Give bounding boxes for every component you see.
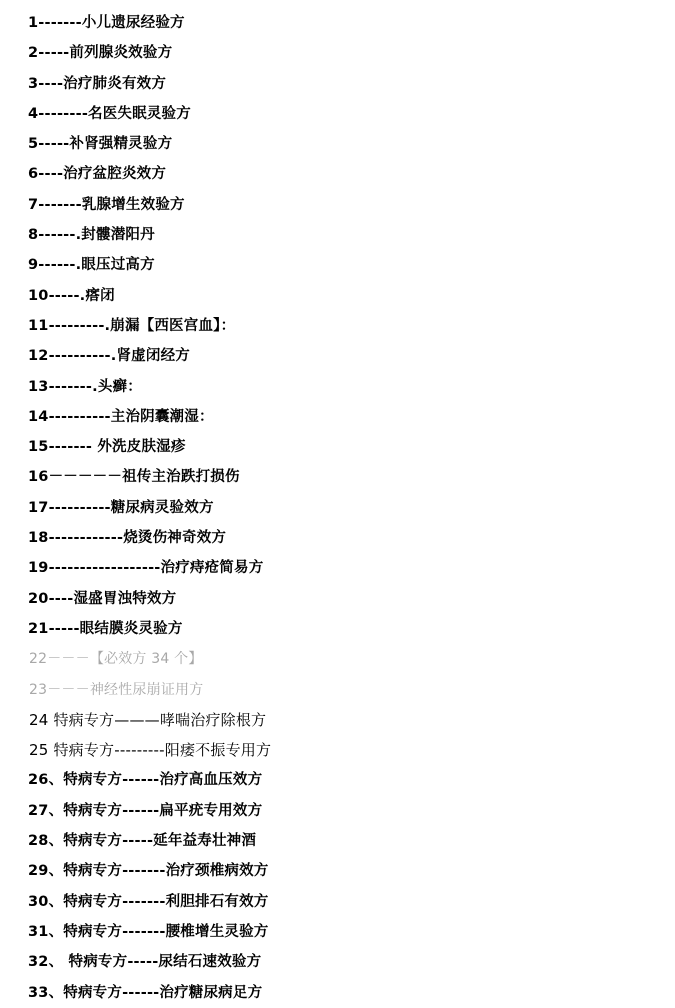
list-item: 2-----前列腺炎效验方 (28, 45, 173, 62)
list-item: 9------.眼压过高方 (28, 257, 155, 274)
list-item: 32、 特病专方-----尿结石速效验方 (28, 954, 262, 971)
list-item: 25 特病专方---------阳痿不振专用方 (29, 741, 272, 760)
list-item: 29、特病专方-------治疗颈椎病效方 (28, 863, 269, 880)
list-item: 22－－－【必效方 34 个】 (29, 651, 203, 668)
list-item: 19------------------治疗痔疮简易方 (28, 560, 264, 577)
list-item: 27、特病专方------扁平疣专用效方 (28, 802, 263, 819)
list-item: 24 特病专方———哮喘治疗除根方 (29, 710, 267, 729)
list-item: 18------------烧烫伤神奇效方 (28, 530, 227, 547)
list-item: 8------.封髏潜阳丹 (28, 227, 155, 244)
list-item: 31、特病专方-------腰椎增生灵验方 (28, 923, 269, 940)
list-item: 33、特病专方------治疗糖尿病足方 (28, 984, 263, 1001)
list-item: 3----治疗肺炎有效方 (28, 75, 167, 92)
list-item: 4--------名医失眠灵验方 (28, 105, 191, 122)
list-item: 20----湿盛胃浊特效方 (28, 590, 177, 607)
list-item: 23－－－神经性尿崩证用方 (29, 681, 204, 698)
list-item: 10-----.瘩闭 (28, 287, 115, 304)
list-item: 6----治疗盆腔炎效方 (28, 166, 167, 183)
list-item: 12----------.肾虚闭经方 (28, 348, 190, 365)
list-item: 7-------乳腺增生效验方 (28, 196, 185, 213)
list-item: 1-------小儿遗尿经验方 (28, 15, 185, 31)
list-item: 5-----补肾强精灵验方 (28, 136, 173, 153)
list-item: 13-------.头癣： (28, 378, 142, 395)
list-item: 15------- 外洗皮肤湿疹 (28, 439, 186, 456)
list-item: 16－－－－－祖传主治跌打损伤 (28, 469, 240, 486)
list-item: 17----------糖尿病灵验效方 (28, 499, 214, 516)
list-item: 28、特病专方-----延年益寿壮神酒 (28, 833, 257, 850)
list-item: 30、特病专方-------利胆排石有效方 (28, 893, 269, 910)
list-item: 11---------.崩漏【西医宫血】： (28, 317, 236, 334)
recipe-index-list (0, 8, 675, 1008)
list-item: 14----------主治阴囊潮湿： (28, 408, 214, 425)
list-item: 21-----眼结膜炎灵验方 (28, 620, 183, 637)
list-item: 26、特病专方------治疗高血压效方 (28, 772, 263, 789)
